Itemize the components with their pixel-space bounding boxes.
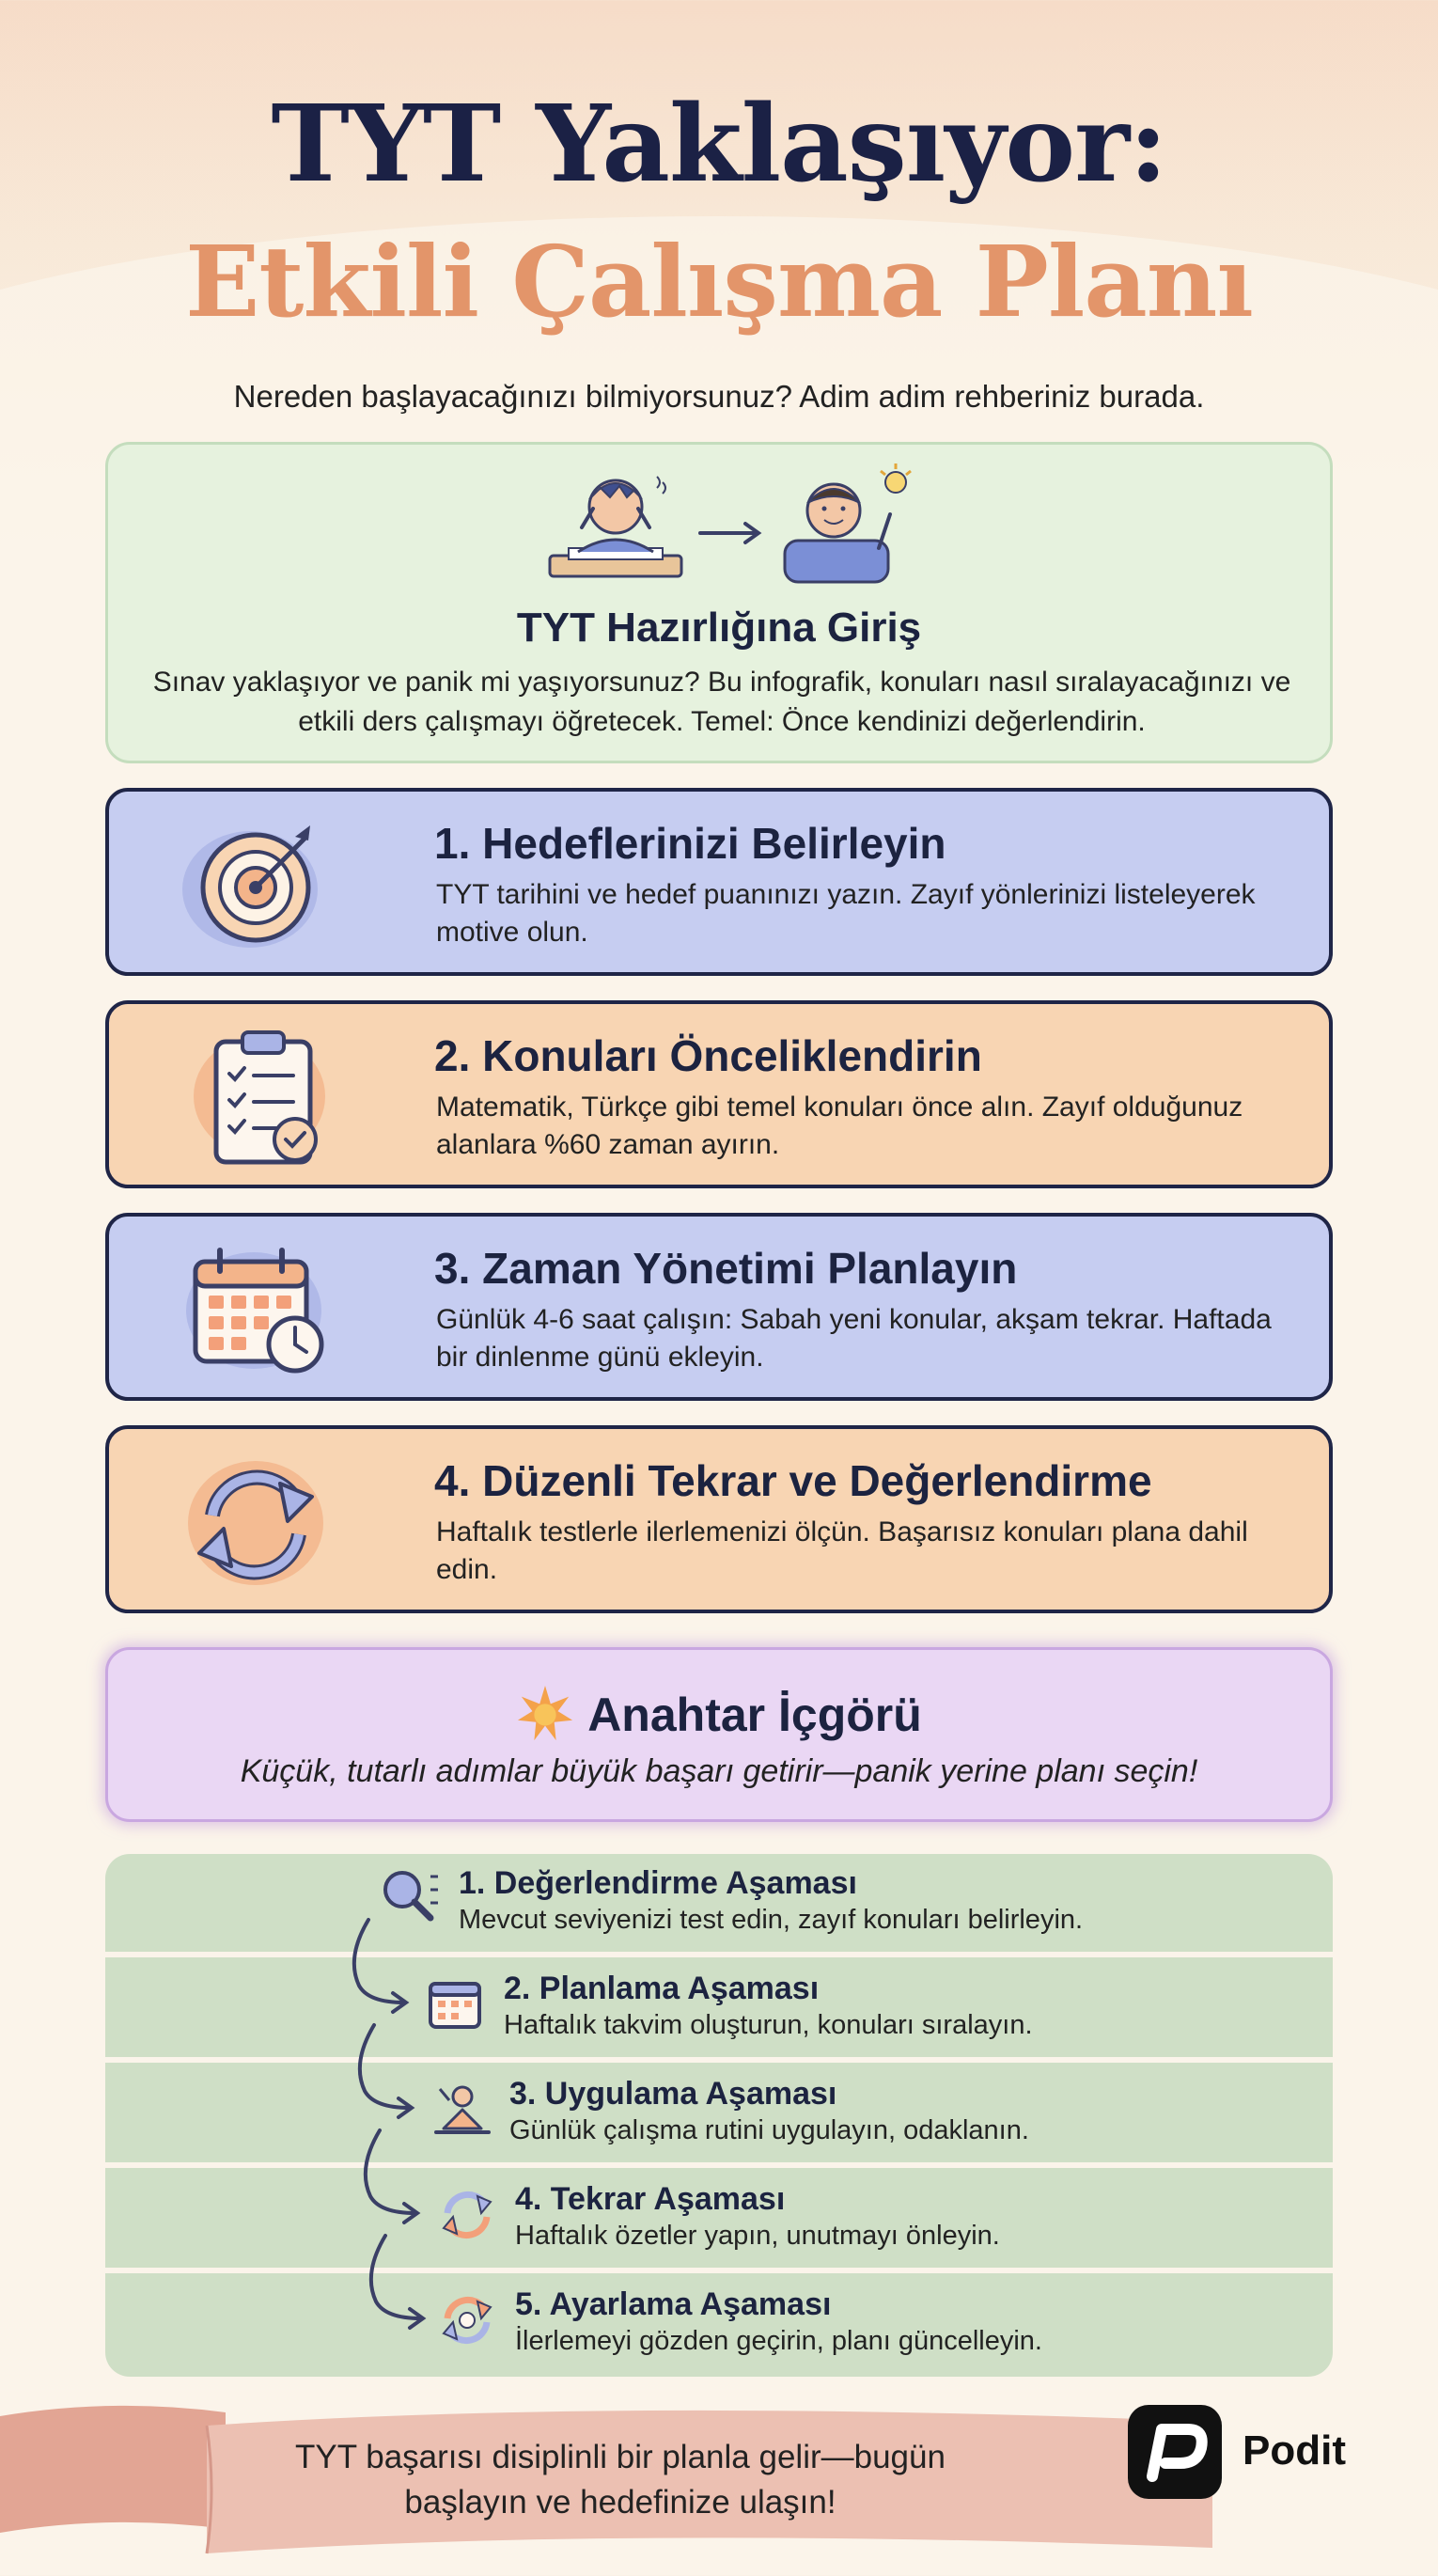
phase-text: Günlük çalışma rutini uygulayın, odaklanın.	[509, 2115, 1029, 2145]
intro-text: Sınav yaklaşıyor ve panik mi yaşıyorsunuz? Bu infografik, konuları nasıl sıralayacağınızı ve etkili ders çalışmayı öğretecek. Temel: Önce kendinizi değerlendirin.	[152, 667, 1291, 737]
insight-title: Anahtar İçgörü	[587, 1689, 922, 1741]
step-title: 3. Zaman Yönetimi Planlayın	[434, 1244, 1018, 1293]
phase-title: 1. Değerlendirme Aşaması	[459, 1865, 857, 1901]
step-title: 4. Düzenli Tekrar ve Değerlendirme	[434, 1456, 1152, 1505]
star-burst-icon	[516, 1684, 574, 1742]
page-title-secondary: Etkili Çalışma Planı	[185, 224, 1253, 339]
phase-title: 5. Ayarlama Aşaması	[515, 2286, 832, 2322]
happy-student-icon	[785, 463, 911, 582]
target-icon	[175, 809, 335, 959]
phase-title: 3. Uygulama Aşaması	[509, 2076, 837, 2112]
arrow-right-icon	[700, 524, 758, 542]
insight-card	[105, 1647, 1333, 1822]
step-card-1	[105, 788, 1333, 976]
step-text: Haftalık testlerle ilerlemenizi ölçün. Başarısız konuları plana dahil edin.	[436, 1516, 1248, 1585]
phase-text: İlerlemeyi gözden geçirin, planı güncelleyin.	[515, 2326, 1042, 2356]
step-title: 1. Hedeflerinizi Belirleyin	[434, 819, 946, 868]
page-subtitle: Nereden başlayacağınızı bilmiyorsunuz? Adim adim rehberiniz burada.	[233, 379, 1205, 414]
phase-text: Haftalık takvim oluşturun, konuları sıralayın.	[504, 2010, 1033, 2040]
magnifier-icon	[378, 1865, 444, 1931]
phases-timeline	[105, 1854, 1333, 2377]
refresh-icon	[434, 2181, 500, 2247]
step-text: TYT tarihini ve hedef puanınızı yazın. Zayıf yönlerinizi listeleyerek motive olun.	[436, 879, 1256, 948]
step-card-2	[105, 1000, 1333, 1188]
phase-title: 4. Tekrar Aşaması	[515, 2181, 786, 2217]
study-person-icon	[429, 2076, 494, 2142]
step-text: Matematik, Türkçe gibi temel konuları önce alın. Zayıf olduğunuz alanlara %60 zaman ayırın.	[436, 1092, 1243, 1160]
phase-text: Haftalık özetler yapın, unutmayı önleyin.	[515, 2221, 1000, 2251]
insight-text: Küçük, tutarlı adımlar büyük başarı getirir—panik yerine planı seçin!	[240, 1753, 1198, 1789]
phase-text: Mevcut seviyenizi test edin, zayıf konuları belirleyin.	[459, 1905, 1084, 1935]
phase-title: 2. Planlama Aşaması	[504, 1971, 820, 2006]
clipboard-check-icon	[175, 1021, 335, 1171]
calendar-icon	[423, 1971, 489, 2036]
calendar-clock-icon	[175, 1233, 335, 1384]
intro-title: TYT Hazırlığına Giriş	[516, 605, 922, 651]
insight-heading	[108, 1684, 1330, 1742]
step-text: Günlük 4-6 saat çalışın: Sabah yeni konular, akşam tekrar. Haftada bir dinlenme günü ekleyin.	[436, 1304, 1272, 1373]
podit-logo-icon	[1128, 2405, 1222, 2499]
step-title: 2. Konuları Önceliklendirin	[434, 1031, 982, 1080]
brand-name: Podit	[1243, 2427, 1346, 2474]
repeat-arrows-icon	[175, 1446, 335, 1596]
footer-message: TYT başarısı disiplinli bir planla gelir—bugün başlayın ve hedefinize ulaşın!	[295, 2439, 946, 2521]
page-title: TYT Yaklaşıyor:	[271, 83, 1167, 206]
adjust-cycle-icon	[434, 2286, 500, 2352]
step-card-3	[105, 1213, 1333, 1401]
intro-card	[105, 442, 1333, 763]
intro-illustration	[540, 462, 916, 593]
step-card-4	[105, 1425, 1333, 1613]
stressed-student-icon	[550, 477, 681, 576]
